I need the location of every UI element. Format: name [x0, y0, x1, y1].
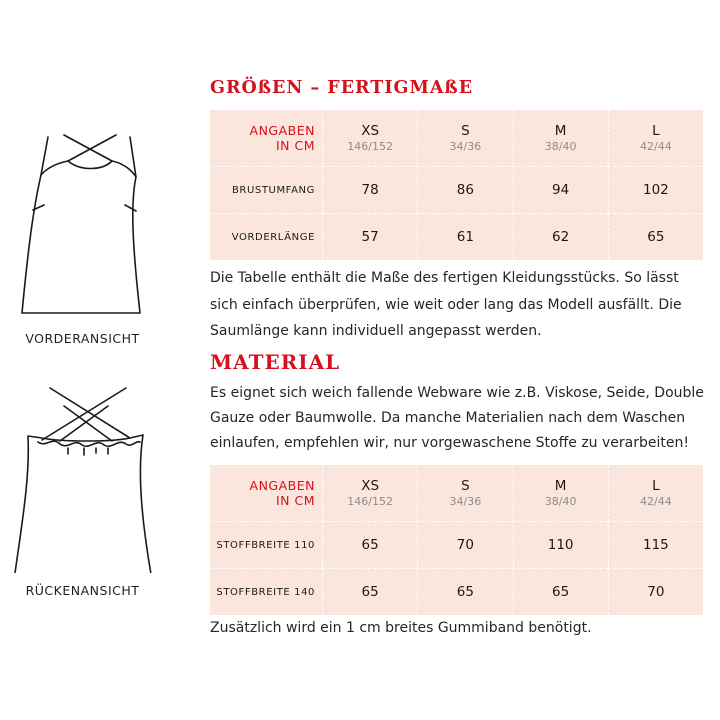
header-label-line2: IN CM [275, 493, 315, 508]
back-view-illustration [0, 378, 200, 573]
table-row-front-length [210, 213, 703, 260]
table-cell: 70 [417, 521, 512, 568]
table-row-fabric-140 [210, 568, 703, 615]
size-name: L [652, 477, 660, 494]
table-cell: 65 [608, 213, 703, 260]
table-cell: 115 [608, 521, 703, 568]
table-cell: 65 [322, 568, 417, 615]
header-label-cell [210, 465, 322, 521]
size-range: 34/36 [449, 139, 482, 153]
fabric-requirements-table [210, 465, 703, 615]
table-cell: 62 [513, 213, 608, 260]
row-label: STOFFBREITE 110 [210, 521, 322, 568]
size-column-m [513, 465, 608, 521]
size-name: XS [361, 122, 380, 139]
table-header-row [210, 465, 703, 521]
sizes-description: Die Tabelle enthält die Maße des fertigen Kleidungsstücks. So lässt sich einfach überprüfen, wie weit oder lang das Modell ausfällt. Die Saumlänge kann individuell angepasst werden. [210, 270, 682, 339]
header-label-line2: IN CM [275, 138, 315, 153]
table-cell: 65 [513, 568, 608, 615]
table-header-row [210, 110, 703, 166]
row-label: VORDERLÄNGE [210, 213, 322, 260]
size-range: 38/40 [544, 494, 577, 508]
size-name: S [461, 477, 470, 494]
header-label-line1: ANGABEN [249, 123, 315, 138]
front-view-illustration [0, 125, 200, 320]
size-range: 38/40 [544, 139, 577, 153]
size-range: 34/36 [449, 494, 482, 508]
camisole-front-drawing [0, 125, 200, 320]
row-label: STOFFBREITE 140 [210, 568, 322, 615]
table-cell: 110 [513, 521, 608, 568]
size-range: 146/152 [347, 139, 393, 153]
size-name: S [461, 122, 470, 139]
table-cell: 61 [417, 213, 512, 260]
table-cell: 86 [417, 166, 512, 213]
size-column-l [608, 465, 703, 521]
size-column-m [513, 110, 608, 166]
header-label-line1: ANGABEN [249, 478, 315, 493]
back-view-label: RÜCKENANSICHT [25, 583, 140, 598]
size-range: 42/44 [640, 494, 672, 508]
size-range: 42/44 [640, 139, 672, 153]
elastic-band-note: Zusätzlich wird ein 1 cm breites Gummiband benötigt. [210, 620, 592, 636]
table-cell: 65 [322, 521, 417, 568]
table-cell: 94 [513, 166, 608, 213]
table-cell: 102 [608, 166, 703, 213]
material-section-title: MATERIAL [210, 350, 341, 374]
front-view-label: VORDERANSICHT [25, 331, 140, 346]
size-column-s [417, 110, 512, 166]
material-description: Es eignet sich weich fallende Webware wie z.B. Viskose, Seide, Double Gauze oder Baumwolle. Da manche Materialien nach dem Waschen einlaufen, empfehlen wir, nur vorgewaschene Stoffe zu verarbeiten! [210, 385, 704, 451]
size-name: L [652, 122, 660, 139]
row-label: BRUSTUMFANG [210, 166, 322, 213]
table-cell: 57 [322, 213, 417, 260]
size-name: M [554, 122, 567, 139]
table-cell: 65 [417, 568, 512, 615]
header-label-cell [210, 110, 322, 166]
table-cell: 70 [608, 568, 703, 615]
size-column-xs [322, 465, 417, 521]
table-row-fabric-110 [210, 521, 703, 568]
size-name: XS [361, 477, 380, 494]
sizes-section-title: GRÖßEN – FERTIGMAßE [210, 78, 474, 98]
size-column-xs [322, 110, 417, 166]
size-name: M [554, 477, 567, 494]
table-row-chest [210, 166, 703, 213]
size-column-l [608, 110, 703, 166]
size-range: 146/152 [347, 494, 393, 508]
camisole-back-drawing [0, 378, 200, 573]
table-cell: 78 [322, 166, 417, 213]
finished-measurements-table [210, 110, 703, 260]
size-column-s [417, 465, 512, 521]
